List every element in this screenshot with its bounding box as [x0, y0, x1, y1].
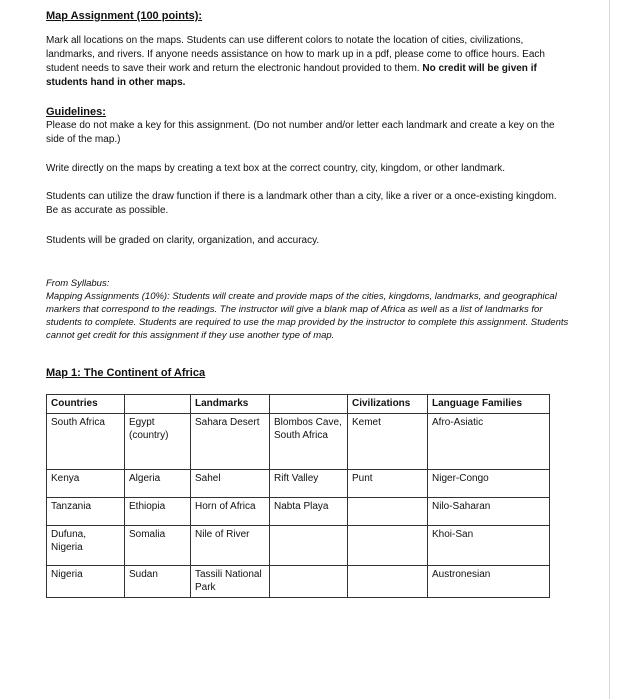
table-cell-language-family: Khoi-San: [428, 526, 550, 566]
syllabus-label: From Syllabus:: [46, 278, 110, 289]
table-cell-landmark-2: Blombos Cave, South Africa: [270, 414, 348, 470]
table-cell-language-family: Austronesian: [428, 566, 550, 598]
table-cell-landmark: Tassili National Park: [191, 566, 270, 598]
table-cell-country-2: Sudan: [125, 566, 191, 598]
table-cell-civilization: [348, 526, 428, 566]
table-cell-country-2: Egypt (country): [125, 414, 191, 470]
table-cell-language-family: Nilo-Saharan: [428, 498, 550, 526]
table-cell-country: Nigeria: [47, 566, 125, 598]
header-countries: Countries: [47, 395, 125, 414]
table-cell-civilization: Punt: [348, 470, 428, 498]
table-cell-country-2: Ethiopia: [125, 498, 191, 526]
syllabus-text: Mapping Assignments (10%): Students will create and provide maps of the cities, kingdoms, landmarks, and geographical markers that correspond to the readings. The instructor will give a blank map of Africa as well as a list of landmarks for students to complete. Students are required to use the map provided by the instructor to complete this assignment. Students cannot get credit for this assignment if they use another type of map.: [46, 291, 569, 341]
map1-table: [46, 394, 550, 598]
table-cell-landmark: Sahel: [191, 470, 270, 498]
guidelines-key-note: Please do not make a key for this assignment. (Do not number and/or letter each landmark and create a key on the side of the map.): [46, 120, 555, 145]
table-cell-country: Tanzania: [47, 498, 125, 526]
assignment-intro-text: Mark all locations on the maps. Students can use different colors to notate the location of cities, civilizations, landmarks, and rivers. If anyone needs assistance on how to mark up in a pdf, please come to office hours. Each student needs to save their work and return the electronic handout provided to them.: [46, 35, 545, 74]
table-cell-landmark-2: Nabta Playa: [270, 498, 348, 526]
table-cell-landmark: Nile of River: [191, 526, 270, 566]
assignment-intro: [46, 34, 566, 90]
table-row: [47, 470, 550, 498]
table-cell-landmark: Horn of Africa: [191, 498, 270, 526]
table-row: [47, 566, 550, 598]
assignment-title: Map Assignment (100 points):: [46, 10, 203, 22]
header-blank-2: [270, 395, 348, 414]
guidelines-grading: Students will be graded on clarity, organization, and accuracy.: [46, 235, 320, 246]
map1-title: Map 1: The Continent of Africa: [46, 367, 206, 379]
guidelines-title: Guidelines:: [46, 106, 106, 118]
table-cell-country: Dufuna, Nigeria: [47, 526, 125, 566]
guidelines-draw-function: Students can utilize the draw function if there is a landmark other than a city, like a river or a once-existing kingdom. Be as accurate as possible.: [46, 191, 557, 216]
guidelines-write-directly: Write directly on the maps by creating a text box at the correct country, city, kingdom, or other landmark.: [46, 163, 506, 174]
header-civilizations: Civilizations: [348, 395, 428, 414]
no-credit-warning: No credit will be given if students hand in other maps.: [46, 63, 537, 88]
table-cell-country-2: Algeria: [125, 470, 191, 498]
table-cell-country: South Africa: [47, 414, 125, 470]
table-cell-landmark: Sahara Desert: [191, 414, 270, 470]
table-cell-language-family: Niger-Congo: [428, 470, 550, 498]
table-cell-country-2: Somalia: [125, 526, 191, 566]
table-cell-civilization: [348, 566, 428, 598]
table-cell-landmark-2: [270, 526, 348, 566]
header-language-families: Language Families: [428, 395, 550, 414]
header-blank-1: [125, 395, 191, 414]
table-cell-language-family: Afro-Asiatic: [428, 414, 550, 470]
table-header-row: [47, 395, 550, 414]
table-row: [47, 526, 550, 566]
table-row: [47, 414, 550, 470]
table-cell-country: Kenya: [47, 470, 125, 498]
table-row: [47, 498, 550, 526]
table-cell-landmark-2: [270, 566, 348, 598]
table-cell-civilization: Kemet: [348, 414, 428, 470]
table-cell-civilization: [348, 498, 428, 526]
table-cell-landmark-2: Rift Valley: [270, 470, 348, 498]
header-landmarks: Landmarks: [191, 395, 270, 414]
